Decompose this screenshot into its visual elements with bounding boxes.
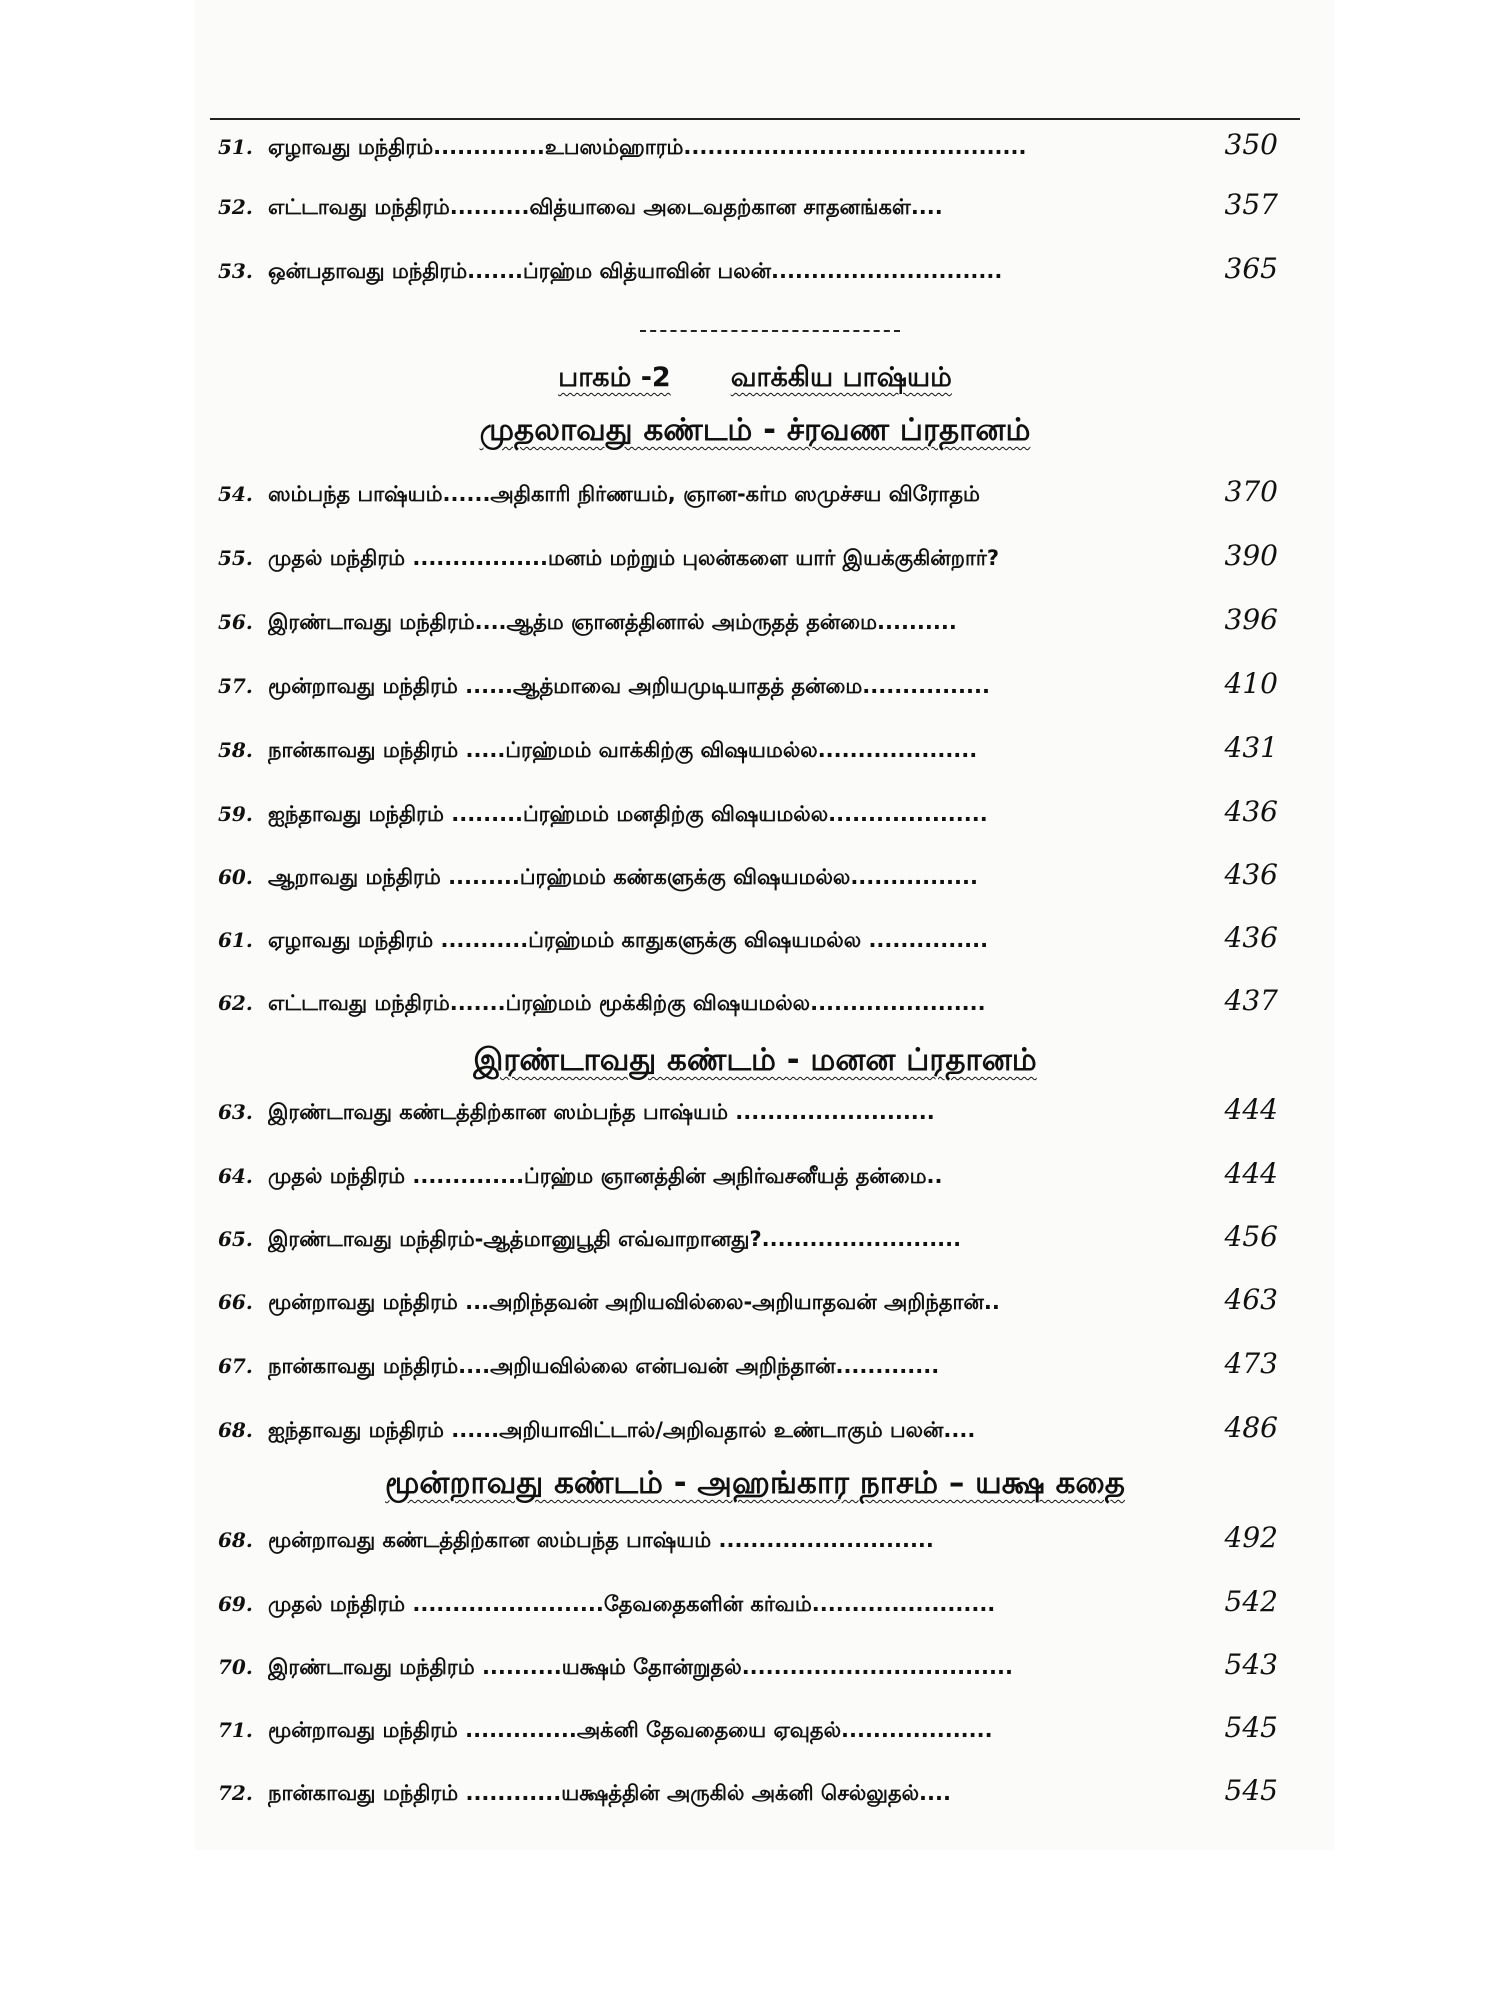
entry-page: 431 — [1224, 731, 1278, 764]
entry-number: 52. — [218, 195, 253, 219]
entry-number: 65. — [218, 1227, 253, 1251]
entry-title: ஒன்பதாவது மந்திரம்.......ப்ரஹ்ம வித்யாவின் பலன்............................. — [268, 259, 1003, 283]
entry-number: 67. — [218, 1354, 253, 1378]
entry-number: 70. — [218, 1655, 253, 1679]
toc-entry — [218, 1283, 1298, 1323]
entry-number: 59. — [218, 802, 253, 826]
entry-title: ஏழாவது மந்திரம் ...........ப்ரஹ்மம் காதுகளுக்கு விஷயமல்ல ............... — [268, 928, 989, 952]
entry-number: 51. — [218, 135, 253, 159]
entry-title: ஏழாவது மந்திரம்..............உபஸம்ஹாரம்........................................... — [268, 135, 1027, 159]
entry-title: இரண்டாவது கண்டத்திற்கான ஸம்பந்த பாஷ்யம் ......................... — [268, 1100, 935, 1124]
entry-page: 542 — [1224, 1585, 1278, 1618]
section-title: முதலாவது கண்டம் - ச்ரவண ப்ரதானம் — [479, 412, 1031, 448]
section-title: இரண்டாவது கண்டம் - மனன ப்ரதானம் — [473, 1042, 1037, 1078]
entry-title: இரண்டாவது மந்திரம்....ஆத்ம ஞானத்தினால் அம்ருதத் தன்மை.......... — [268, 610, 957, 634]
toc-entry — [218, 539, 1298, 579]
entry-page: 390 — [1224, 539, 1278, 572]
entry-title: நான்காவது மந்திரம் .....ப்ரஹ்மம் வாக்கிற்கு விஷயமல்ல.................... — [268, 738, 978, 762]
entry-page: 436 — [1224, 921, 1278, 954]
toc-entry — [218, 1347, 1298, 1387]
entry-title: மூன்றாவது கண்டத்திற்கான ஸம்பந்த பாஷ்யம் ........................... — [268, 1528, 934, 1552]
toc-entry — [218, 1157, 1298, 1197]
entry-number: 60. — [218, 865, 253, 889]
entry-number: 63. — [218, 1100, 253, 1124]
toc-entry — [218, 667, 1298, 707]
section-heading — [210, 1465, 1300, 1505]
entry-title: ஆறாவது மந்திரம் .........ப்ரஹ்மம் கண்களுக்கு விஷயமல்ல................ — [268, 865, 978, 889]
toc-entry — [218, 1521, 1298, 1561]
entry-page: 473 — [1224, 1347, 1278, 1380]
entry-page: 436 — [1224, 795, 1278, 828]
toc-entry — [218, 475, 1298, 515]
section-heading — [210, 412, 1300, 452]
toc-entry — [218, 128, 1298, 168]
entry-title: நான்காவது மந்திரம்....அறியவில்லை என்பவன் அறிந்தான்............. — [268, 1354, 940, 1378]
toc-entry — [218, 1711, 1298, 1751]
entry-page: 545 — [1224, 1711, 1278, 1744]
entry-title: ஐந்தாவது மந்திரம் .........ப்ரஹ்மம் மனதிற்கு விஷயமல்ல.................... — [268, 802, 988, 826]
toc-entry — [218, 1220, 1298, 1260]
section-separator — [640, 330, 900, 332]
toc-entry — [218, 858, 1298, 898]
entry-title: நான்காவது மந்திரம் ............யக்ஷத்தின் அருகில் அக்னி செல்லுதல்.... — [268, 1781, 951, 1805]
toc-entry — [218, 1585, 1298, 1625]
entry-number: 69. — [218, 1592, 253, 1616]
entry-title: முதல் மந்திரம் .................மனம் மற்றும் புலன்களை யார் இயக்குகின்றார்? — [268, 546, 1000, 570]
entry-number: 71. — [218, 1718, 253, 1742]
toc-entry — [218, 603, 1298, 643]
entry-number: 53. — [218, 259, 253, 283]
entry-page: 365 — [1224, 252, 1278, 285]
entry-number: 68. — [218, 1528, 253, 1552]
part-heading — [210, 362, 1300, 397]
entry-number: 57. — [218, 674, 253, 698]
part-label: பாகம் -2 — [558, 362, 671, 393]
entry-page: 396 — [1224, 603, 1278, 636]
section-title: மூன்றாவது கண்டம் - அஹங்கார நாசம் – யக்ஷ கதை — [385, 1465, 1125, 1501]
entry-title: மூன்றாவது மந்திரம் ...அறிந்தவன் அறியவில்லை-அறியாதவன் அறிந்தான்.. — [268, 1290, 1000, 1314]
entry-number: 54. — [218, 482, 253, 506]
entry-number: 58. — [218, 738, 253, 762]
entry-page: 492 — [1224, 1521, 1278, 1554]
entry-title: முதல் மந்திரம் ........................தேவதைகளின் கர்வம்....................... — [268, 1592, 996, 1616]
entry-page: 357 — [1224, 188, 1278, 221]
entry-number: 68. — [218, 1418, 253, 1442]
entry-title: இரண்டாவது மந்திரம்-ஆத்மானுபூதி எவ்வாறானது?......................... — [268, 1227, 962, 1251]
toc-entry — [218, 188, 1298, 228]
toc-entry — [218, 1093, 1298, 1133]
entry-number: 61. — [218, 928, 253, 952]
entry-title: மூன்றாவது மந்திரம் ..............அக்னி தேவதையை ஏவுதல்................... — [268, 1718, 993, 1742]
entry-number: 62. — [218, 991, 253, 1015]
entry-page: 543 — [1224, 1648, 1278, 1681]
entry-number: 55. — [218, 546, 253, 570]
toc-entry — [218, 984, 1298, 1024]
toc-entry — [218, 1411, 1298, 1451]
entry-page: 444 — [1224, 1157, 1278, 1190]
entry-page: 444 — [1224, 1093, 1278, 1126]
entry-page: 463 — [1224, 1283, 1278, 1316]
entry-title: முதல் மந்திரம் ..............ப்ரஹ்ம ஞானத்தின் அநிர்வசனீயத் தன்மை.. — [268, 1164, 943, 1188]
entry-title: எட்டாவது மந்திரம்.......ப்ரஹ்மம் மூக்கிற்கு விஷயமல்ல...................... — [268, 991, 986, 1015]
entry-title: இரண்டாவது மந்திரம் ..........யக்ஷம் தோன்றுதல்.................................. — [268, 1655, 1013, 1679]
entry-page: 437 — [1224, 984, 1278, 1017]
toc-entry — [218, 1648, 1298, 1688]
toc-entry — [218, 1774, 1298, 1814]
entry-number: 56. — [218, 610, 253, 634]
entry-page: 456 — [1224, 1220, 1278, 1253]
header-rule — [210, 118, 1300, 120]
section-heading — [210, 1042, 1300, 1082]
entry-page: 486 — [1224, 1411, 1278, 1444]
toc-entry — [218, 795, 1298, 835]
toc-entry — [218, 731, 1298, 771]
part-title: வாக்கிய பாஷ்யம் — [730, 362, 952, 393]
toc-entry — [218, 252, 1298, 292]
entry-title: ஐந்தாவது மந்திரம் ......அறியாவிட்டால்/அறிவதால் உண்டாகும் பலன்.... — [268, 1418, 976, 1442]
entry-title: ஸம்பந்த பாஷ்யம்......அதிகாரி நிர்ணயம், ஞான-கர்ம ஸமுச்சய விரோதம் — [268, 482, 980, 506]
entry-page: 436 — [1224, 858, 1278, 891]
entry-page: 370 — [1224, 475, 1278, 508]
entry-title: மூன்றாவது மந்திரம் ......ஆத்மாவை அறியமுடியாதத் தன்மை................ — [268, 674, 990, 698]
entry-page: 410 — [1224, 667, 1278, 700]
toc-entry — [218, 921, 1298, 961]
entry-number: 72. — [218, 1781, 253, 1805]
entry-page: 350 — [1224, 128, 1278, 161]
entry-page: 545 — [1224, 1774, 1278, 1807]
entry-number: 66. — [218, 1290, 253, 1314]
entry-title: எட்டாவது மந்திரம்..........வித்யாவை அடைவதற்கான சாதனங்கள்.... — [268, 195, 943, 219]
entry-number: 64. — [218, 1164, 253, 1188]
